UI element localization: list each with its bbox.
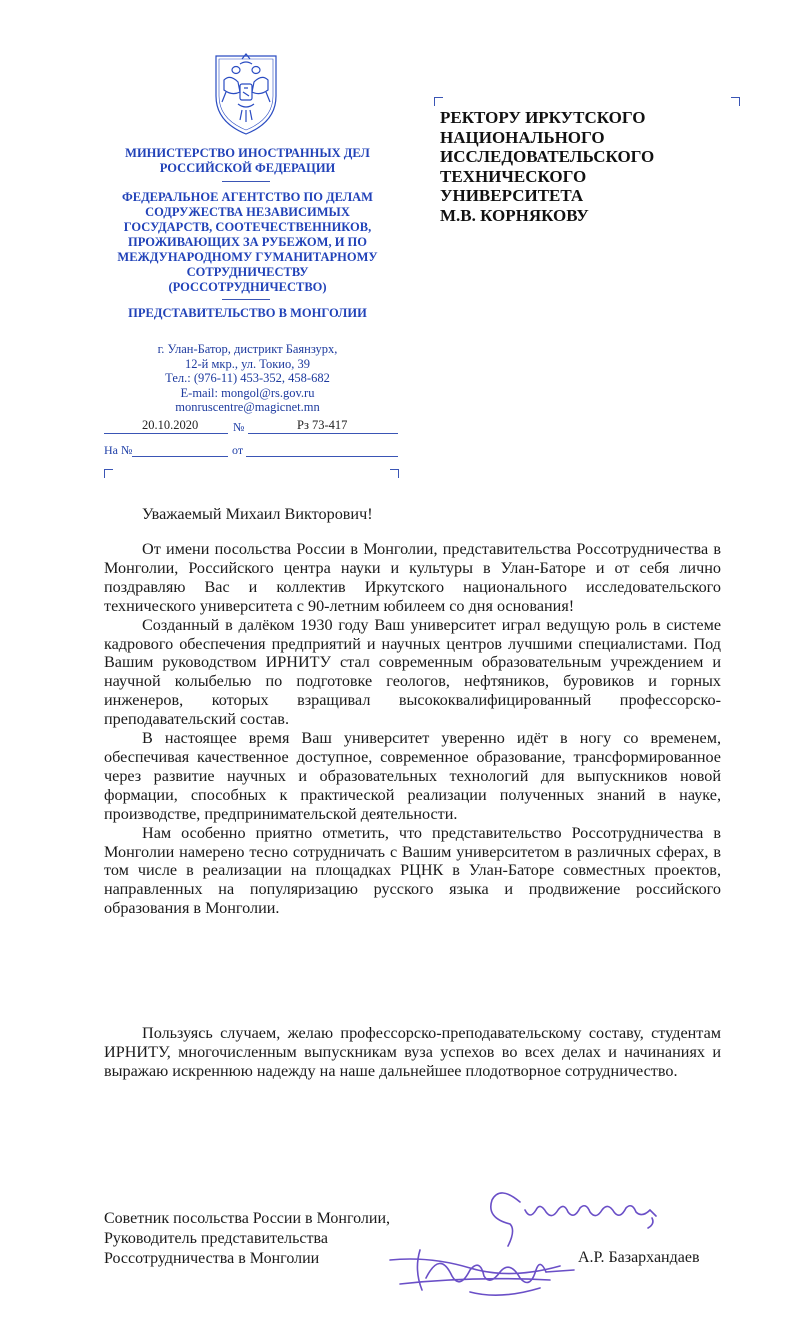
- paragraph: Нам особенно приятно отметить, что представительство Россотрудничества в Монголии намерено тесно сотрудничать с Вашим университетом в различных сферах, в том числе в реализации на площадках РЦНК в Улан-Баторе совместных проектов, направленных на популяризацию русского языка и продвижение российского образования в Монголии.: [104, 823, 721, 918]
- letterhead-divider: [222, 299, 270, 300]
- from-label: от: [232, 443, 244, 457]
- corner-mark: [390, 469, 399, 478]
- signatory-title: Советник посольства России в Монголии, Руководитель представительства Россотрудничества в Монголии: [104, 1210, 391, 1267]
- reference-label: На №: [104, 443, 133, 457]
- number-underline: [248, 433, 398, 434]
- salutation: Уважаемый Михаил Викторович!: [142, 505, 373, 523]
- corner-mark: [434, 97, 443, 106]
- letter-closing: [104, 1024, 721, 1081]
- letter-body: [104, 540, 721, 918]
- number-label: №: [233, 420, 245, 434]
- reference-underline: [132, 456, 228, 457]
- coat-of-arms-emblem: [206, 44, 286, 136]
- office-address: г. Улан-Батор, дистрикт Баянзурх, 12-й мкр., ул. Токио, 39 Тел.: (976-11) 453-352, 458-682 E-mail: mongol@rs.gov.ru monruscentre@magicnet.mn: [157, 342, 338, 414]
- document-number: Рз 73-417: [297, 418, 348, 432]
- letterhead-divider: [222, 181, 270, 182]
- handwritten-signature: [360, 1180, 680, 1310]
- paragraph: Созданный в далёком 1930 году Ваш университет играл ведущую роль в системе кадрового обеспечения предприятий и научных центров лучшими специалистами. Под Вашим руководством ИРНИТУ стал современным образовательным учреждением и научной колыбелью по подготовке геологов, нефтяников, буровиков и горных инженеров, которых взращивал высококвалифицированный профессорско-преподавательский состав.: [104, 615, 721, 729]
- date-underline: [104, 433, 228, 434]
- office-name: ПРЕДСТАВИТЕЛЬСТВО В МОНГОЛИИ: [128, 306, 367, 320]
- corner-mark: [731, 97, 740, 106]
- agency-name: ФЕДЕРАЛЬНОЕ АГЕНТСТВО ПО ДЕЛАМ СОДРУЖЕСТВА НЕЗАВИСИМЫХ ГОСУДАРСТВ, СООТЕЧЕСТВЕННИКОВ, ПРОЖИВАЮЩИХ ЗА РУБЕЖОМ, И ПО МЕЖДУНАРОДНОМУ ГУМАНИТАРНОМУ СОТРУДНИЧЕСТВУ (РОССОТРУДНИЧЕСТВО): [117, 190, 378, 294]
- signatory-name: А.Р. Базархандаев: [578, 1249, 700, 1266]
- paragraph: В настоящее время Ваш университет уверенно идёт в ногу со временем, обеспечивая качественное доступное, современное образование, трансформированное через развитие научных и образовательных технологий для выпускников новой формации, способных к практической реализации полученных знаний в науке, производстве, предпринимательской деятельности.: [104, 729, 721, 823]
- from-underline: [246, 456, 398, 457]
- recipient-block: РЕКТОРУ ИРКУТСКОГО НАЦИОНАЛЬНОГО ИССЛЕДОВАТЕЛЬСКОГО ТЕХНИЧЕСКОГО УНИВЕРСИТЕТА М.В. КОРНЯКОВУ: [440, 108, 655, 225]
- corner-mark: [104, 469, 113, 478]
- paragraph: От имени посольства России в Монголии, представительства Россотрудничества в Монголии, Российского центра науки и культуры в Улан-Баторе и от себя лично поздравляю Вас и коллектив Иркутского национального исследовательского технического университета с 90-летним юбилеем со дня основания!: [104, 540, 721, 615]
- paragraph: Пользуясь случаем, желаю профессорско-преподавательскому составу, студентам ИРНИТУ, многочисленным выпускникам вуза успехов во всех делах и начинаниях и выражаю искреннюю надежду на наше дальнейшее плодотворное сотрудничество.: [104, 1024, 721, 1080]
- document-date: 20.10.2020: [142, 418, 199, 432]
- ministry-name: МИНИСТЕРСТВО ИНОСТРАННЫХ ДЕЛ РОССИЙСКОЙ ФЕДЕРАЦИИ: [125, 146, 370, 175]
